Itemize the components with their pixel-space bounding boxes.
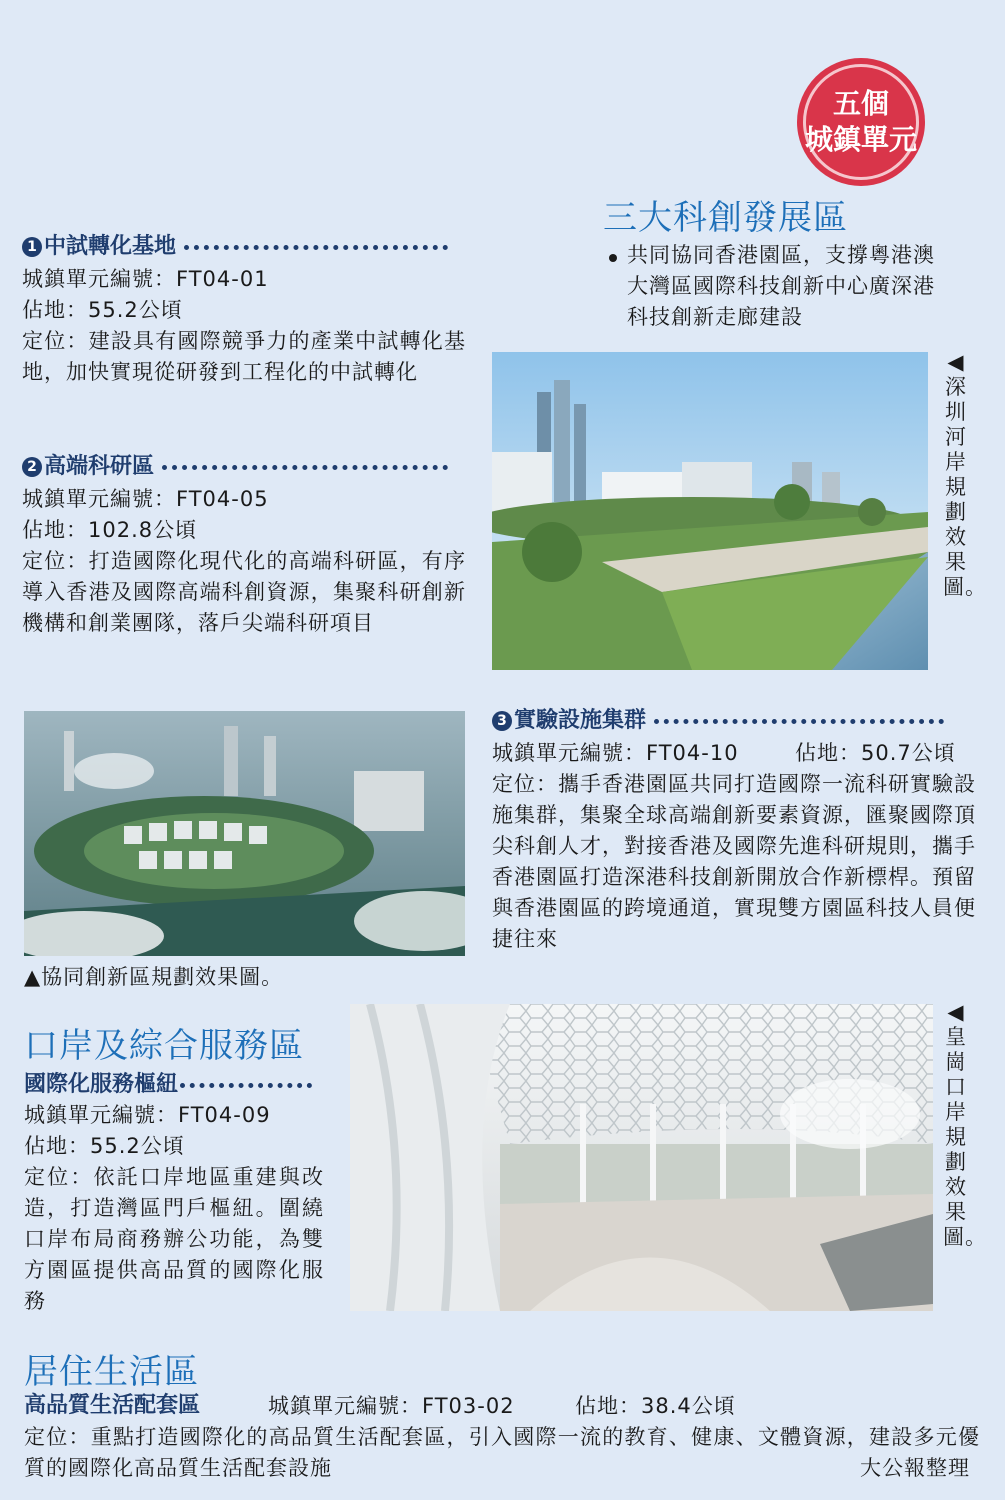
dotted-leader — [654, 719, 944, 724]
innovation-zone-bullet: 共同協同香港園區，支撐粵港澳大灣區國際科技創新中心廣深港科技創新走廊建設 — [627, 243, 935, 329]
unit3-area: 佔地：50.7公頃 — [795, 741, 956, 765]
unit3-code: 城鎮單元編號：FT04-10 — [492, 741, 739, 765]
living-zone-title: 居住生活區 — [24, 1352, 199, 1392]
unit2-number: 2 — [22, 457, 42, 477]
unit3-position: 定位：攜手香港園區共同打造國際一流科研實驗設施集群，集聚全球高端創新要素資源，匯聚國際頂尖科創人才，對接香港及國際先進科研規則，攜手香港園區打造深港科技創新開放合作新標桿。預留與香港園區的跨境通道，實現雙方園區科技人員便捷往來 — [492, 772, 976, 951]
huanggang-port-rendering — [350, 1004, 933, 1311]
bullet-icon — [609, 254, 617, 262]
unit3-name: 實驗設施集群 — [514, 708, 647, 733]
dotted-leader — [180, 1083, 312, 1088]
unit3-number: 3 — [492, 711, 512, 731]
section-badge — [797, 58, 925, 186]
living-zone-subtitle: 高品質生活配套區 — [24, 1393, 201, 1418]
port-zone-subtitle: 國際化服務樞紐 — [24, 1072, 179, 1097]
living-zone-position: 定位：重點打造國際化的高品質生活配套區，引入國際一流的教育、健康、文體資源，建設多元優質的國際化高品質生活配套設施 — [24, 1425, 980, 1480]
port-zone-header — [24, 1070, 312, 1100]
port-caption: ◀皇崗口岸規劃效果圖。 — [943, 1000, 987, 1249]
unit1-number: 1 — [22, 237, 42, 257]
synergy-zone-rendering — [24, 711, 465, 956]
synergy-caption: ▲協同創新區規劃效果圖。 — [24, 965, 284, 989]
unit2-code: 城鎮單元編號：FT04-05 — [22, 487, 269, 511]
unit2-header — [22, 452, 448, 482]
living-zone-area: 佔地：38.4公頃 — [575, 1394, 736, 1418]
badge-line2: 城鎮單元 — [804, 123, 917, 156]
shenzhen-river-rendering — [492, 352, 928, 670]
dotted-leader — [162, 465, 448, 470]
unit2-position: 定位：打造國際化現代化的高端科研區，有序導入香港及國際高端科創資源，集聚科研創新機構和創業團隊，落戶尖端科研項目 — [22, 549, 466, 635]
port-zone-code: 城鎮單元編號：FT04-09 — [24, 1103, 271, 1127]
unit2-area: 佔地：102.8公頃 — [22, 518, 198, 542]
innovation-zone-title: 三大科創發展區 — [603, 198, 848, 238]
badge-line1: 五個 — [832, 87, 889, 120]
credit: 大公報整理 — [860, 1456, 970, 1480]
unit1-name: 中試轉化基地 — [44, 234, 177, 259]
unit3-header — [492, 706, 944, 736]
port-zone-position: 定位：依託口岸地區重建與改造，打造灣區門戶樞紐。圍繞口岸布局商務辦公功能，為雙方園區提供高品質的國際化服務 — [24, 1165, 324, 1313]
dotted-leader — [184, 245, 448, 250]
unit1-position: 定位：建設具有國際競爭力的產業中試轉化基地，加快實現從研發到工程化的中試轉化 — [22, 329, 466, 384]
unit1-header — [22, 232, 448, 262]
port-zone-area: 佔地：55.2公頃 — [24, 1134, 185, 1158]
unit2-name: 高端科研區 — [44, 454, 155, 479]
unit1-code: 城鎮單元編號：FT04-01 — [22, 267, 269, 291]
port-zone-title: 口岸及綜合服務區 — [24, 1026, 304, 1066]
living-zone-code: 城鎮單元編號：FT03-02 — [268, 1394, 515, 1418]
unit1-area: 佔地：55.2公頃 — [22, 298, 183, 322]
river-caption: ◀深圳河岸規劃效果圖。 — [943, 350, 987, 599]
